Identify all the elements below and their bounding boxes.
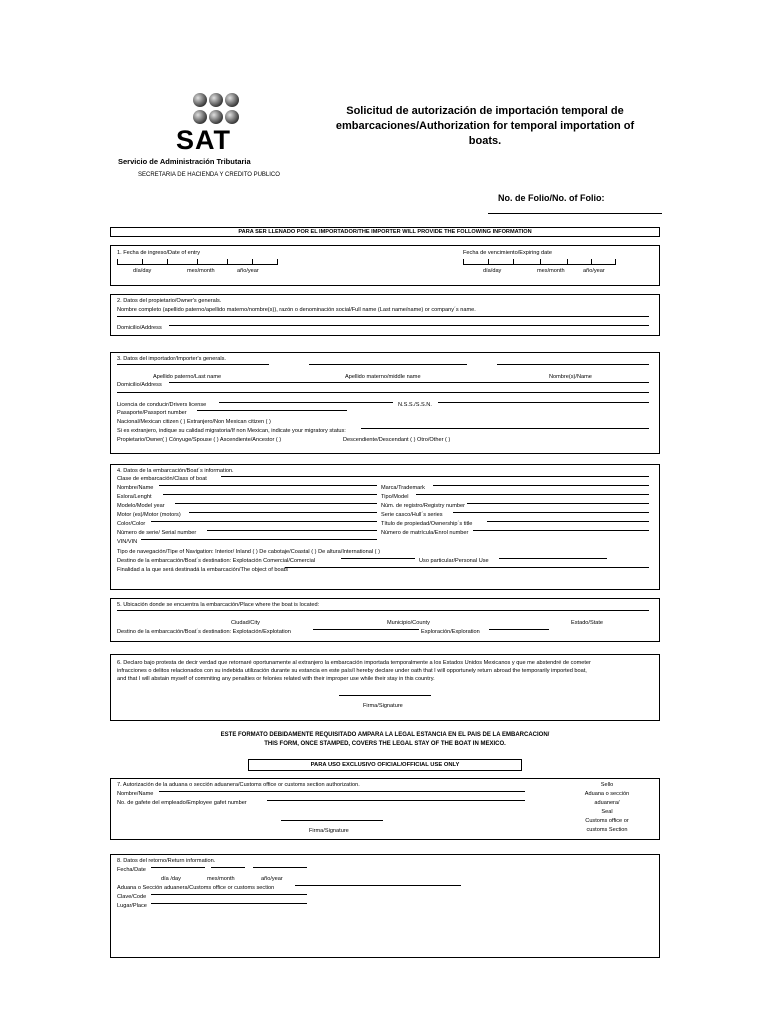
importer-address-field-2[interactable] [117, 392, 649, 393]
customs-signature-label: Firma/Signature [309, 828, 349, 834]
employee-badge-field[interactable] [267, 800, 525, 801]
return-code-label: Clave/Code [117, 894, 147, 900]
entry-month-label: mes/month [187, 268, 215, 274]
exploration-label: Exploración/Exploration [421, 629, 480, 635]
entry-year-label: año/year [237, 268, 259, 274]
secretariat-name: SECRETARIA DE HACIENDA Y CREDITO PUBLICO [138, 172, 280, 178]
folio-label: No. de Folio/No. of Folio: [498, 193, 605, 203]
seal-line: Sello [600, 782, 614, 788]
boat-ownership-label: Título de propiedad/Ownership´s title [381, 521, 473, 527]
official-use-banner: PARA USO EXCLUSIVO OFICIAL/OFFICIAL USE ONLY [248, 759, 522, 771]
return-place-label: Lugar/Place [117, 903, 147, 909]
declaration-text [117, 659, 657, 683]
return-title: 8. Datos del retorno/Return information. [117, 858, 216, 864]
expiry-date-field[interactable] [463, 258, 615, 265]
boat-motors-field[interactable] [189, 512, 377, 513]
city-label: Ciudad/City [231, 620, 260, 626]
customs-auth-title: 7. Autorización de la aduana o sección aduanera/Customs office or customs section authorization. [117, 782, 360, 788]
declaration-line-2: infracciones o delitos relacionados con su indebida utilización durante su estancia en este país/I hereby declare under oath that I will opportunely return abroad the temporarily imported boat, [117, 668, 587, 675]
return-year-label: año/year [261, 876, 283, 882]
section-5-location [110, 598, 660, 642]
expiry-date-label: Fecha de vencimiento/Expiring date [463, 250, 552, 256]
citizenship-options[interactable]: Nacional/Mexican citizen ( ) Extranjero/Non Mexican citizen ( ) [117, 419, 271, 425]
section-1-dates [110, 245, 660, 286]
boat-destination-label: Destino de la embarcación/Boat´s destination: Explotación Comercial/Comercial [117, 558, 316, 564]
importer-address-label: Domicilio/Address [117, 382, 162, 388]
importer-lastname-field[interactable] [117, 364, 269, 365]
county-label: Municipio/County [387, 620, 430, 626]
return-customs-label: Aduana o Sección aduanera/Customs office or customs section [117, 885, 275, 891]
form-title [330, 104, 640, 149]
state-label: Estado/State [571, 620, 604, 626]
migratory-status-field[interactable] [361, 428, 649, 429]
boat-brand-field[interactable] [433, 485, 649, 486]
seal-line: Customs office or [585, 817, 629, 824]
declaration-signature-label: Firma/Signature [363, 703, 403, 709]
owner-title: 2. Datos del propietario/Owner's generals. [117, 298, 222, 304]
passport-label: Pasaporte/Passport number [117, 410, 187, 416]
boat-type-field[interactable] [416, 494, 649, 495]
commercial-use-field[interactable] [341, 558, 415, 559]
return-day-field[interactable] [151, 867, 205, 868]
boat-brand-label: Marca/Trademark [381, 485, 425, 491]
return-place-field[interactable] [151, 903, 307, 904]
relation-options-2[interactable]: Descendiente/Descendant ( ) Otro/Other ( ) [343, 437, 451, 443]
migratory-status-label: Si es extranjero, indique su calidad migratoria/If non Mexican, indicate your migratory status: [117, 428, 346, 434]
license-label: Licencia de conducir/Drivers license [117, 402, 207, 408]
owner-fullname-label: Nombre completo (apellido paterno/apellido materno/nombre(s)), razón o denominación social/Full name (Last name/name) or company´s name. [117, 307, 476, 313]
section-7-customs-auth [110, 778, 660, 840]
personal-use-field[interactable] [499, 558, 607, 559]
section-2-owner [110, 294, 660, 336]
importer-names-field[interactable] [497, 364, 649, 365]
entry-date-field[interactable] [117, 258, 277, 265]
officer-name-label: Nombre/Name [117, 791, 154, 797]
seal-line: Aduana o sección [584, 790, 630, 797]
return-month-label: mes/month [207, 876, 235, 882]
importer-names-label: Nombre(s)/Name [549, 374, 592, 380]
nss-label: N.S.S./S.S.N. [398, 402, 432, 408]
expiry-day-label: día/day [483, 268, 502, 274]
boat-vin-field[interactable] [141, 539, 377, 540]
relation-options[interactable]: Propietario/Owner( ) Cónyuge/Spouse ( ) Ascendiente/Ancestor ( ) [117, 437, 282, 443]
seal-line: aduanera/ [594, 799, 620, 806]
declaration-signature-field[interactable] [339, 695, 431, 696]
return-month-field[interactable] [211, 867, 245, 868]
destination-explotation-label: Destino de la embarcación/Boat´s destination: Explotación/Explotation [117, 629, 291, 635]
explotation-field[interactable] [313, 629, 419, 630]
boat-vin-label: VIN/VIN [117, 539, 138, 545]
boat-registry-field[interactable] [467, 503, 649, 504]
boat-purpose-field[interactable] [285, 567, 649, 568]
declaration-line-3: and that I will abstain myself of commiting any penalties or felonies related with their improper use while their stay in this country. [117, 676, 435, 683]
folio-field[interactable] [488, 213, 662, 214]
return-date-label: Fecha/Date [117, 867, 146, 873]
boat-class-label: Clase de embarcación/Class of boat [117, 476, 207, 482]
license-field[interactable] [219, 402, 393, 403]
boat-ownership-field[interactable] [487, 521, 649, 522]
boat-enrol-label: Número de matrícula/Enrol number [381, 530, 469, 536]
entry-date-label: 1. Fecha de ingreso/Date of entry [117, 250, 201, 256]
customs-seal-area [559, 781, 655, 835]
location-field[interactable] [117, 610, 649, 611]
return-customs-field[interactable] [295, 885, 461, 886]
owner-address-field[interactable] [169, 325, 649, 326]
section-8-return [110, 854, 660, 958]
form-title-line2: embarcaciones/Authorization for temporal importation of boats. [335, 119, 635, 147]
boat-hull-label: Serie casco/Hull´s series [381, 512, 443, 518]
declaration-line-1: 6. Declaro bajo protesta de decir verdad que retornaré oportunamente al extranjero la embarcación importada temporalmente a los Estados Unidos Mexicanos y que me abstendré de cometer [117, 660, 591, 666]
return-year-field[interactable] [253, 867, 307, 868]
personal-use-label: Uso particular/Personal Use [419, 558, 489, 564]
navigation-type-options[interactable]: Tipo de navegación/Tipe of Navigation: Interior/ Inland ( ) De cabotaje/Coastal ( ) De altura/International ( ) [117, 549, 380, 555]
legal-stay-notice [110, 731, 660, 750]
boat-hull-field[interactable] [453, 512, 649, 513]
return-day-label: día /day [161, 876, 181, 882]
section-4-boat [110, 464, 660, 590]
seal-line: customs Section [586, 826, 628, 833]
agency-name: Servicio de Administración Tributaria [118, 157, 251, 166]
importer-title: 3. Datos del importador/Importer's generals. [117, 356, 226, 362]
officer-name-field[interactable] [159, 791, 525, 792]
boat-model-year-field[interactable] [175, 503, 377, 504]
legal-stay-notice-line1: ESTE FORMATO DEBIDAMENTE REQUISITADO AMPARA LA LEGAL ESTANCIA EN EL PAIS DE LA EMBARCACION/ [220, 732, 550, 738]
boat-serial-field[interactable] [207, 530, 377, 531]
importer-middlename-field[interactable] [309, 364, 467, 365]
boat-length-label: Eslora/Lenght [117, 494, 152, 500]
boat-color-field[interactable] [151, 521, 377, 522]
boat-name-label: Nombre/Name [117, 485, 154, 491]
location-title: 5. Ubicación donde se encuentra la embarcación/Place where the boat is located: [117, 602, 320, 608]
form-title-line1: Solicitud de autorización de importación temporal de [346, 105, 624, 117]
importer-middlename-label: Apellido materno/middle name [345, 374, 421, 380]
boat-enrol-field[interactable] [473, 530, 649, 531]
sat-logo-text: SAT [176, 125, 231, 155]
boat-title: 4. Datos de la embarcación/Boat´s information. [117, 468, 234, 474]
expiry-year-label: año/year [583, 268, 605, 274]
employee-badge-label: No. de gafete del empleado/Employee gafet number [117, 800, 247, 806]
passport-field[interactable] [197, 410, 347, 411]
section-6-declaration [110, 654, 660, 721]
importer-banner: PARA SER LLENADO POR EL IMPORTADOR/THE IMPORTER WILL PROVIDE THE FOLLOWING INFORMATION [110, 227, 660, 237]
section-3-importer [110, 352, 660, 454]
entry-day-label: día/day [133, 268, 152, 274]
exploration-field[interactable] [489, 629, 549, 630]
boat-type-label: Tipo/Model [381, 494, 409, 500]
owner-address-label: Domicilio/Address [117, 325, 162, 331]
boat-length-field[interactable] [163, 494, 377, 495]
boat-color-label: Color/Color [117, 521, 146, 527]
seal-line: Seal [601, 808, 613, 815]
boat-name-field[interactable] [159, 485, 377, 486]
legal-stay-notice-line2: THIS FORM, ONCE STAMPED, COVERS THE LEGAL STAY OF THE BOAT IN MEXICO. [264, 741, 506, 748]
expiry-month-label: mes/month [537, 268, 565, 274]
customs-signature-field[interactable] [281, 820, 383, 821]
boat-class-field[interactable] [221, 476, 649, 477]
boat-serial-label: Número de serie/ Serial number [117, 530, 197, 536]
importer-lastname-label: Apellido paterno/Last name [153, 374, 222, 380]
importer-address-field[interactable] [169, 382, 649, 383]
boat-purpose-label: Finalidad a la que será destinadá la embarcación/The object of boats [117, 567, 289, 573]
sat-logo-icon [192, 92, 240, 128]
owner-fullname-field[interactable] [117, 316, 649, 317]
boat-registry-label: Núm. de registro/Registry number [381, 503, 465, 509]
return-code-field[interactable] [151, 894, 307, 895]
boat-model-year-label: Modelo/Model year [117, 503, 165, 509]
boat-motors-label: Motor (es)/Motor (motors) [117, 512, 181, 518]
nss-field[interactable] [438, 402, 649, 403]
